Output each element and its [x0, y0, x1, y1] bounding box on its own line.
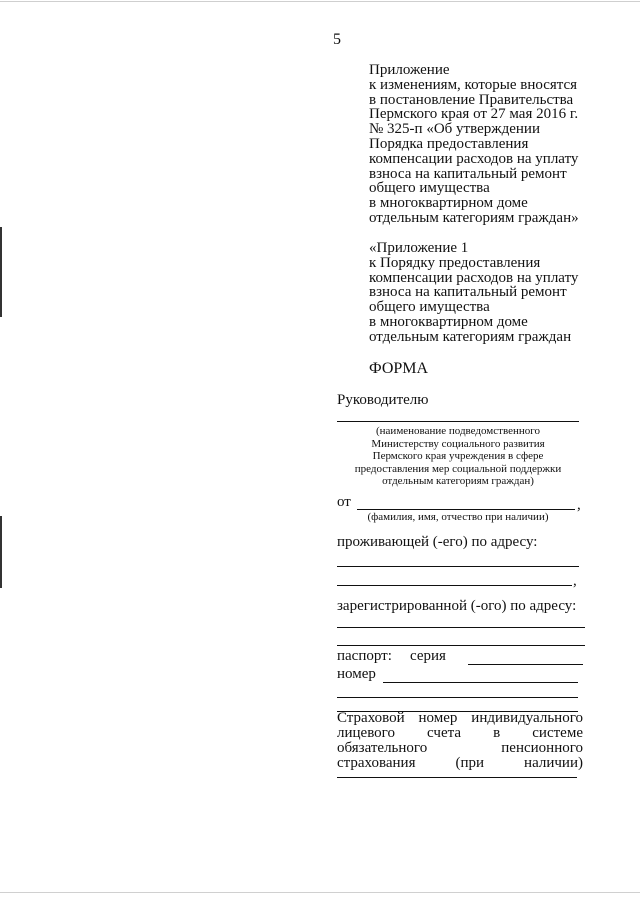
appendix-header-line: взноса на капитальный ремонт [369, 165, 567, 182]
scan-bottom-edge [0, 892, 640, 893]
registered-address-line-1[interactable] [337, 627, 585, 628]
appendix1-header-line: в многоквартирном доме [369, 313, 528, 330]
appendix1-header-line: общего имущества [369, 299, 490, 316]
appendix-header-line: Приложение [369, 62, 450, 78]
addressee-label: Руководителю [337, 392, 429, 408]
residing-address-label: проживающей (-его) по адресу: [337, 534, 538, 550]
passport-series-label: серия [410, 648, 446, 664]
appendix-header [369, 63, 599, 226]
appendix-header-line: в постановление Правительства [369, 91, 574, 108]
snils-label-line: страхования (при наличии) [337, 755, 583, 771]
appendix1-header-line: компенсации расходов на уплату [369, 269, 579, 286]
institution-note: (наименование подведомственного Министерству социального развития Пермского края учреждения в сфере предоставления мер социальной поддержки отдельным категориям граждан) [354, 425, 562, 487]
residing-address-line-2[interactable] [337, 585, 572, 586]
scan-margin-mark [0, 516, 2, 588]
scan-top-edge [0, 1, 640, 2]
appendix-header-line: Порядка предоставления [369, 135, 529, 152]
passport-extra-line[interactable] [337, 697, 578, 698]
fio-comma: , [577, 497, 581, 513]
appendix-header-line: отдельным категориям граждан» [369, 209, 579, 226]
residing-address-line-1[interactable] [337, 566, 579, 567]
page-number: 5 [333, 31, 341, 48]
passport-number-line[interactable] [383, 682, 578, 683]
appendix1-header [369, 241, 599, 345]
from-label: от [337, 494, 351, 510]
appendix1-header-line: «Приложение 1 [369, 240, 469, 256]
fio-field-line[interactable] [357, 509, 575, 510]
snils-field-line[interactable] [337, 777, 577, 778]
appendix-header-line: общего имущества [369, 180, 490, 197]
institution-field-line[interactable] [337, 421, 579, 422]
appendix1-header-line: отдельным категориям граждан [369, 328, 572, 345]
appendix-header-line: компенсации расходов на уплату [369, 150, 579, 167]
residing-address-comma: , [573, 573, 577, 589]
snils-label-line: лицевого счета в системе [337, 725, 583, 741]
appendix-header-line: Пермского края от 27 мая 2016 г. [369, 106, 579, 123]
form-title: ФОРМА [369, 360, 429, 377]
registered-address-label: зарегистрированной (-ого) по адресу: [337, 598, 577, 614]
appendix1-header-line: к Порядку предоставления [369, 254, 541, 271]
registered-address-line-2[interactable] [337, 645, 585, 646]
passport-number-label: номер [337, 666, 376, 682]
passport-label: паспорт: [337, 648, 392, 664]
appendix-header-line: к изменениям, которые вносятся [369, 76, 578, 93]
appendix1-header-line: взноса на капитальный ремонт [369, 284, 567, 301]
snils-label-line: Страховой номер индивидуального [337, 710, 583, 726]
snils-label-line: обязательного пенсионного [337, 740, 583, 756]
passport-series-line[interactable] [468, 664, 583, 665]
fio-note: (фамилия, имя, отчество при наличии) [367, 511, 549, 523]
appendix-header-line: в многоквартирном доме [369, 195, 528, 212]
scan-margin-mark [0, 227, 2, 317]
appendix-header-line: № 325-п «Об утверждении [369, 121, 540, 138]
